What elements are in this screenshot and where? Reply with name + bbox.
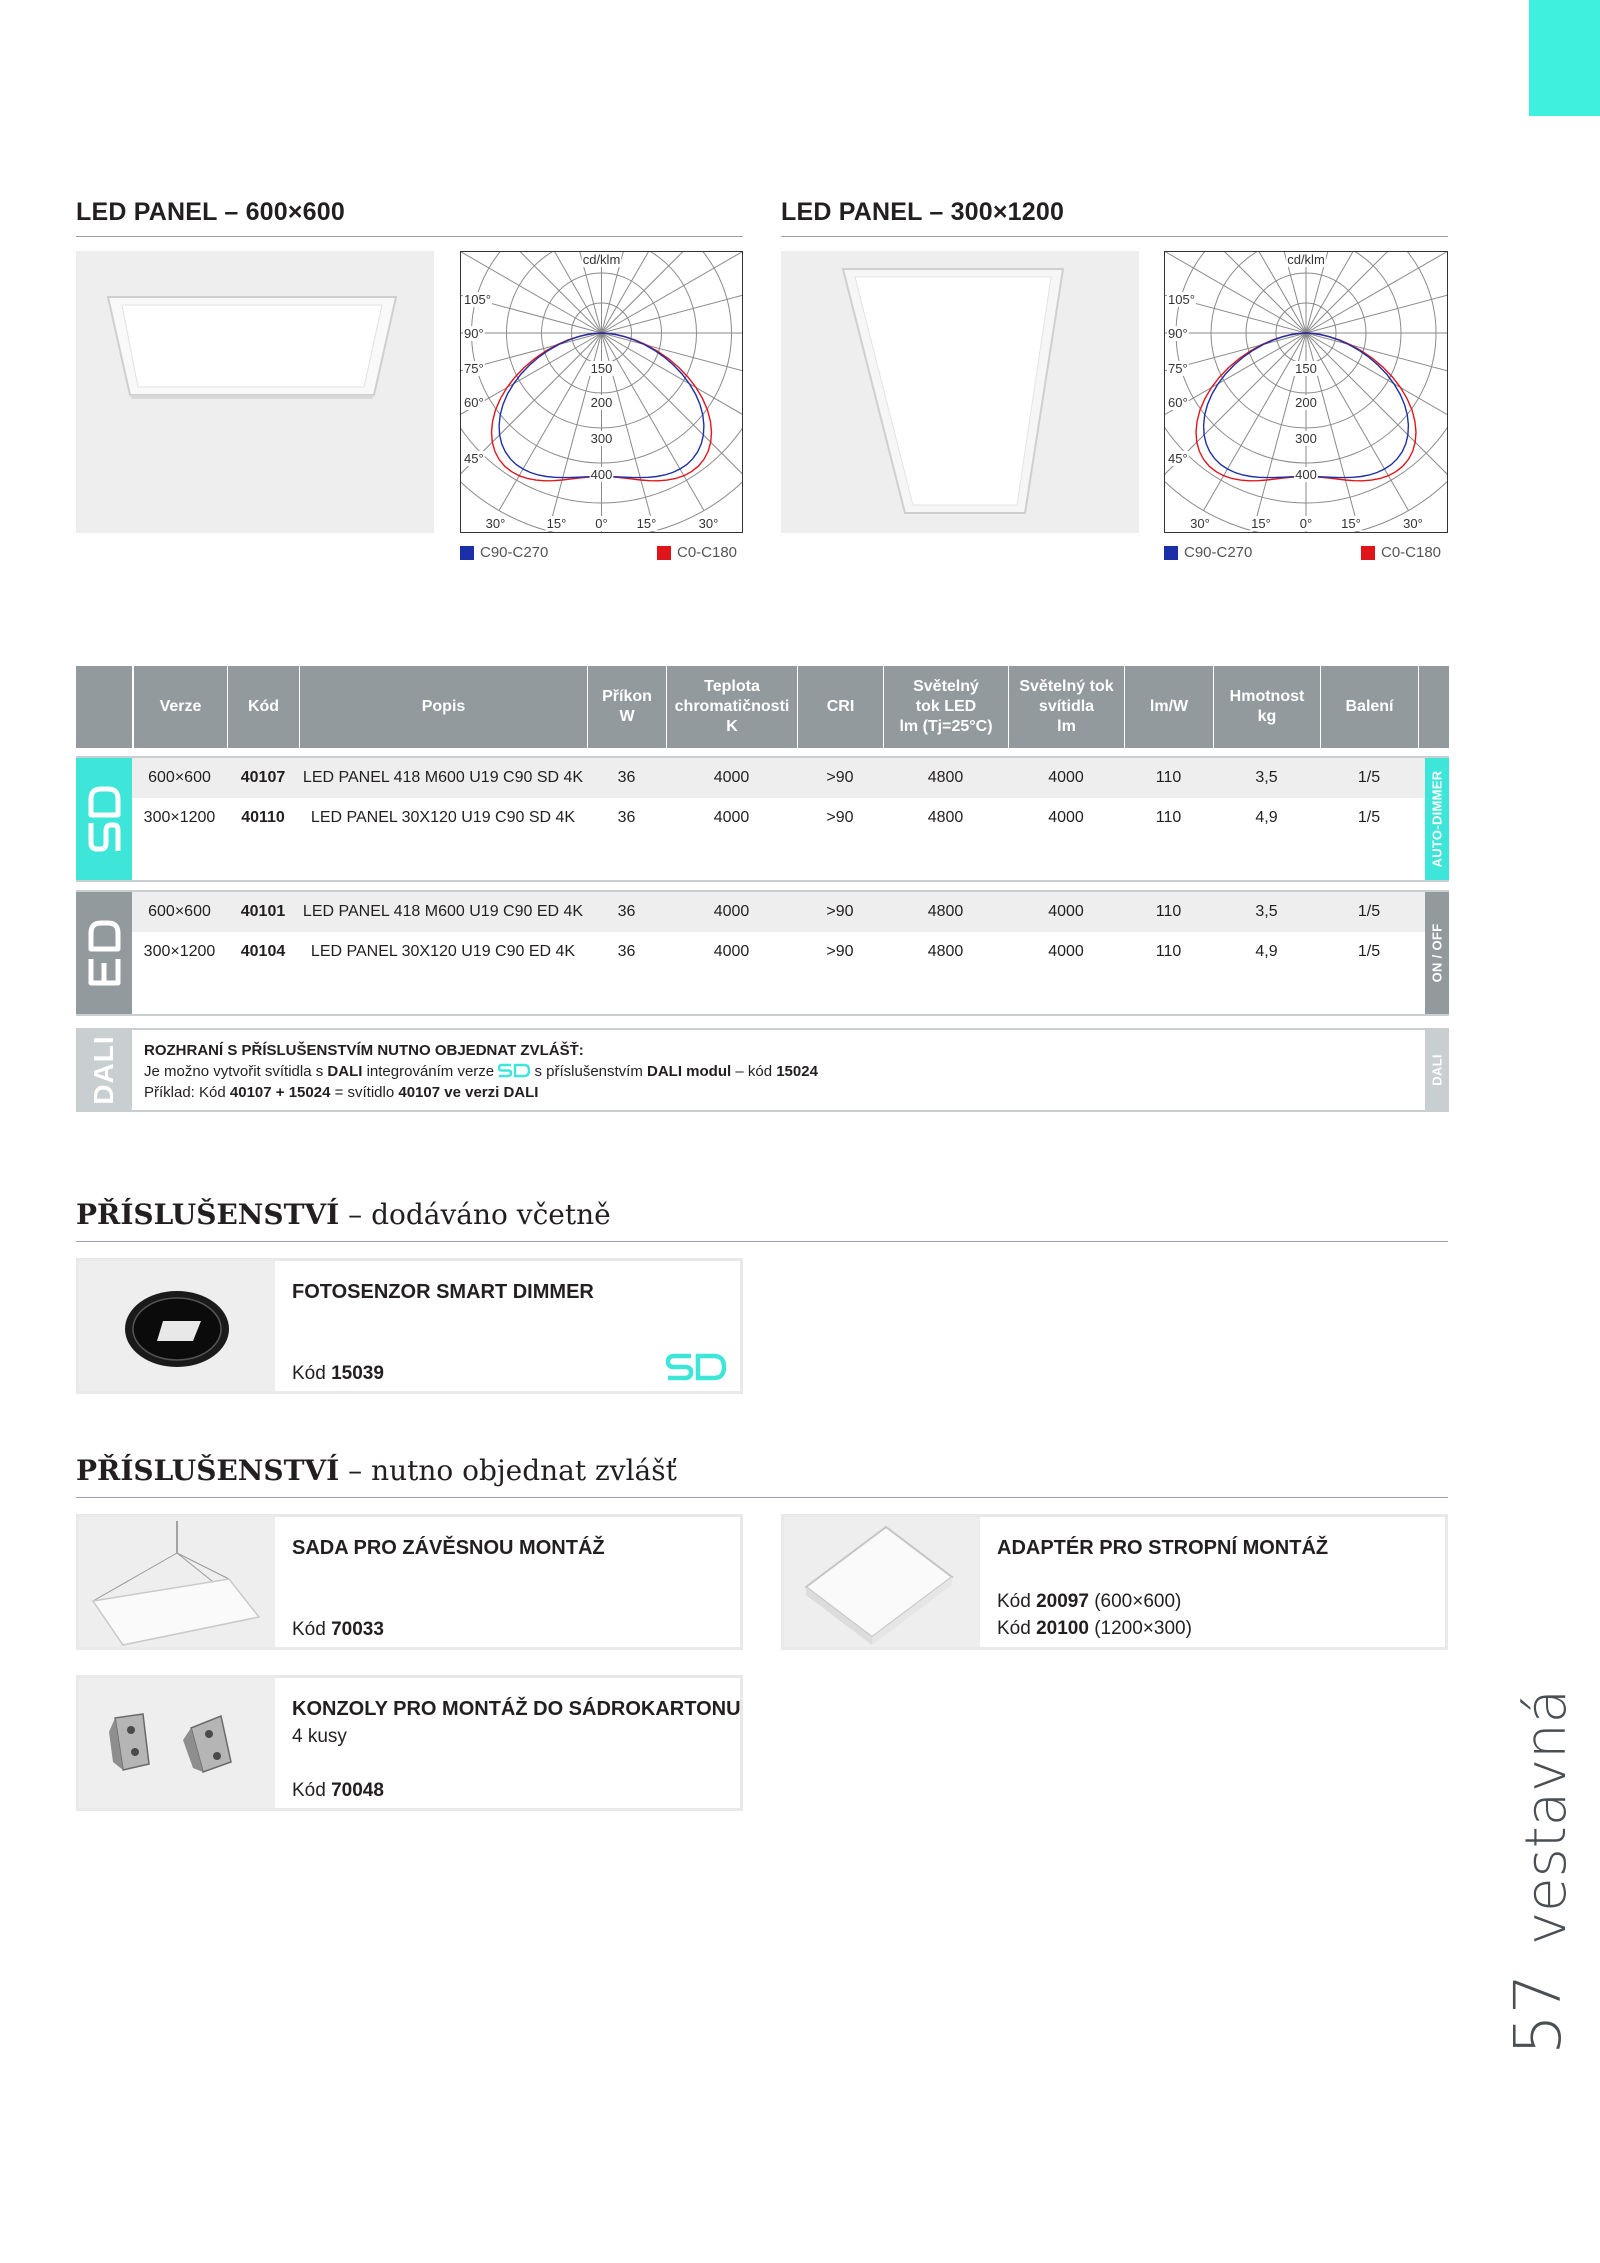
svg-text:150: 150 xyxy=(1295,361,1317,376)
col-kod: Kód xyxy=(227,666,299,748)
cell-cri: >90 xyxy=(826,809,854,826)
ed-badge xyxy=(76,892,132,1014)
dali-badge: DALI xyxy=(76,1030,132,1110)
panel-600-photo xyxy=(76,251,434,533)
cell-verze: 600×600 xyxy=(148,903,211,920)
cell-tok_svit: 4000 xyxy=(1048,809,1084,826)
cell-popis: LED PANEL 418 M600 U19 C90 ED 4K xyxy=(302,903,584,920)
svg-text:75°: 75° xyxy=(464,361,484,376)
svg-text:400: 400 xyxy=(1295,467,1317,482)
legend-swatch-blue xyxy=(1164,546,1178,560)
drywall-brackets-image xyxy=(79,1678,275,1808)
legend-blue: C90-C270 xyxy=(1164,544,1252,561)
cell-lmw: 110 xyxy=(1155,903,1182,920)
cell-kod: 40110 xyxy=(241,809,285,826)
svg-text:200: 200 xyxy=(590,395,613,410)
svg-text:60°: 60° xyxy=(1168,395,1188,410)
cell-baleni: 1/5 xyxy=(1357,809,1381,826)
col-prikon: Příkon W xyxy=(587,666,666,748)
legend-blue: C90-C270 xyxy=(460,544,548,561)
cell-baleni: 1/5 xyxy=(1357,943,1381,960)
cell-teplota: 4000 xyxy=(713,943,750,960)
dali-note: ROZHRANÍ S PŘÍSLUŠENSTVÍM NUTNO OBJEDNAT ZVLÁŠŤ: Je možno vytvořit svítidla s DALI integrováním verze s příslušenstvím DALI modul – kód 15024 Příklad: Kód 40107 + 15024 = svítidlo 40107 ve verzi DALI xyxy=(144,1042,818,1101)
accessory-code: Kód 15039 xyxy=(292,1363,384,1384)
cell-tok_led: 4800 xyxy=(927,809,964,826)
col-spacer xyxy=(1418,666,1449,748)
cell-lmw: 110 xyxy=(1155,769,1182,786)
col-cri: CRI xyxy=(797,666,883,748)
accessory-subtitle: 4 kusy xyxy=(292,1726,347,1747)
cell-teplota: 4000 xyxy=(713,903,750,920)
col-hmotnost: Hmotnost kg xyxy=(1213,666,1320,748)
sd-logo-icon xyxy=(666,1353,726,1381)
svg-text:30°: 30° xyxy=(1190,516,1210,531)
divider xyxy=(76,236,743,237)
col-baleni: Balení xyxy=(1320,666,1418,748)
legend-red: C0-C180 xyxy=(1361,544,1441,561)
svg-text:30°: 30° xyxy=(698,516,719,531)
accessory-title: KONZOLY PRO MONTÁŽ DO SÁDROKARTONU xyxy=(292,1698,741,1720)
svg-text:150: 150 xyxy=(590,361,613,376)
cell-cri: >90 xyxy=(826,943,854,960)
cell-lmw: 110 xyxy=(1155,943,1182,960)
accessory-title: ADAPTÉR PRO STROPNÍ MONTÁŽ xyxy=(997,1537,1329,1559)
svg-text:60°: 60° xyxy=(464,395,484,410)
svg-text:200: 200 xyxy=(1295,395,1317,410)
on-off-label: ON / OFF xyxy=(1425,892,1449,1014)
group-dali xyxy=(76,1028,1449,1112)
col-tok-led: Světelný tok LED lm (Tj=25°C) xyxy=(883,666,1008,748)
cell-kod: 40101 xyxy=(240,903,286,920)
divider xyxy=(781,236,1448,237)
accessory-code: Kód 20100 (1200×300) xyxy=(997,1618,1192,1639)
cell-tok_svit: 4000 xyxy=(1048,943,1084,960)
accessory-code: Kód 20097 (600×600) xyxy=(997,1591,1182,1612)
svg-text:0°: 0° xyxy=(595,516,608,531)
dali-label: DALI xyxy=(1425,1030,1449,1110)
cell-tok_svit: 4000 xyxy=(1048,903,1084,920)
svg-text:0°: 0° xyxy=(1299,516,1313,531)
heading-panel-600: LED PANEL – 600×600 xyxy=(76,198,345,226)
svg-text:15°: 15° xyxy=(1251,516,1271,531)
table-header xyxy=(76,666,1449,748)
svg-text:45°: 45° xyxy=(464,451,484,466)
accessory-code: Kód 70033 xyxy=(292,1619,384,1640)
col-popis: Popis xyxy=(299,666,587,748)
cell-verze: 300×1200 xyxy=(143,809,216,826)
cell-baleni: 1/5 xyxy=(1357,903,1381,920)
heading-panel-300x1200: LED PANEL – 300×1200 xyxy=(781,198,1065,226)
svg-text:300: 300 xyxy=(590,431,613,446)
cell-cri: >90 xyxy=(826,903,854,920)
group-sd xyxy=(76,756,1449,882)
accessory-code: Kód 70048 xyxy=(292,1780,384,1801)
svg-text:30°: 30° xyxy=(485,516,506,531)
cell-tok_led: 4800 xyxy=(927,943,964,960)
svg-text:105°: 105° xyxy=(464,292,491,307)
divider xyxy=(76,1497,1448,1498)
col-teplota: Teplota chromatičnosti K xyxy=(666,666,797,748)
polar-diagram-600 xyxy=(460,251,743,533)
page-section: vestavná xyxy=(1514,1689,1579,1945)
legend-swatch-red xyxy=(657,546,671,560)
legend-red: C0-C180 xyxy=(657,544,737,561)
section-heading-included: PŘÍSLUŠENSTVÍ – dodáváno včetně xyxy=(76,1198,611,1231)
page-number: 57 xyxy=(1502,1973,1576,2055)
cell-lmw: 110 xyxy=(1155,809,1182,826)
sd-logo-icon xyxy=(498,1063,530,1078)
svg-text:105°: 105° xyxy=(1168,292,1195,307)
cell-tok_led: 4800 xyxy=(927,903,964,920)
svg-text:15°: 15° xyxy=(636,516,657,531)
cell-verze: 300×1200 xyxy=(143,943,216,960)
cell-popis: LED PANEL 30X120 U19 C90 ED 4K xyxy=(310,943,576,960)
col-verze: Verze xyxy=(132,666,227,748)
cell-kod: 40107 xyxy=(240,769,286,786)
cell-prikon: 36 xyxy=(617,769,636,786)
photosensor-image xyxy=(79,1261,275,1391)
cell-prikon: 36 xyxy=(617,943,636,960)
svg-text:cd/klm: cd/klm xyxy=(1287,252,1325,267)
legend-swatch-red xyxy=(1361,546,1375,560)
accessory-card xyxy=(76,1675,743,1811)
svg-text:90°: 90° xyxy=(1168,326,1188,341)
accessory-card xyxy=(76,1514,743,1650)
divider xyxy=(76,1241,1448,1242)
cell-hmot: 4,9 xyxy=(1255,809,1278,826)
svg-text:30°: 30° xyxy=(1403,516,1423,531)
cell-teplota: 4000 xyxy=(713,809,750,826)
legend-swatch-blue xyxy=(460,546,474,560)
cell-hmot: 4,9 xyxy=(1255,943,1278,960)
svg-text:45°: 45° xyxy=(1168,451,1188,466)
cell-teplota: 4000 xyxy=(713,769,750,786)
cell-kod: 40104 xyxy=(240,943,286,960)
panel-300x1200-photo xyxy=(781,251,1139,533)
cell-hmot: 3,5 xyxy=(1255,769,1278,786)
svg-text:300: 300 xyxy=(1295,431,1317,446)
table-row xyxy=(132,892,1425,932)
accessory-title: SADA PRO ZÁVĚSNOU MONTÁŽ xyxy=(292,1537,605,1559)
cell-verze: 600×600 xyxy=(148,769,211,786)
cell-prikon: 36 xyxy=(617,903,636,920)
accessory-card xyxy=(781,1514,1448,1650)
svg-text:cd/klm: cd/klm xyxy=(582,252,621,267)
cell-tok_svit: 4000 xyxy=(1048,769,1084,786)
col-tok-svitidla: Světelný tok svítidla lm xyxy=(1008,666,1124,748)
accessory-title: FOTOSENZOR SMART DIMMER xyxy=(292,1281,594,1303)
svg-text:75°: 75° xyxy=(1168,361,1188,376)
accessory-card xyxy=(76,1258,743,1394)
group-ed xyxy=(76,890,1449,1016)
table-row xyxy=(132,932,1425,972)
cell-hmot: 3,5 xyxy=(1255,903,1278,920)
cell-popis: LED PANEL 30X120 U19 C90 SD 4K xyxy=(310,809,576,826)
cell-cri: >90 xyxy=(826,769,854,786)
cell-prikon: 36 xyxy=(617,809,636,826)
page-corner-tab xyxy=(1529,0,1600,116)
svg-text:90°: 90° xyxy=(464,326,484,341)
auto-dimmer-label: AUTO-DIMMER xyxy=(1425,758,1449,880)
cell-tok_led: 4800 xyxy=(927,769,964,786)
suspension-kit-image xyxy=(79,1517,275,1647)
cell-popis: LED PANEL 418 M600 U19 C90 SD 4K xyxy=(302,769,584,786)
cell-baleni: 1/5 xyxy=(1357,769,1381,786)
col-lmw: lm/W xyxy=(1124,666,1213,748)
polar-diagram-300x1200 xyxy=(1164,251,1448,533)
ceiling-adapter-image xyxy=(784,1517,980,1647)
section-heading-separate: PŘÍSLUŠENSTVÍ – nutno objednat zvlášť xyxy=(76,1454,677,1487)
svg-text:15°: 15° xyxy=(546,516,567,531)
sd-badge xyxy=(76,758,132,880)
svg-text:15°: 15° xyxy=(1341,516,1361,531)
svg-text:400: 400 xyxy=(590,467,613,482)
table-row xyxy=(132,798,1425,838)
table-row xyxy=(132,758,1425,798)
